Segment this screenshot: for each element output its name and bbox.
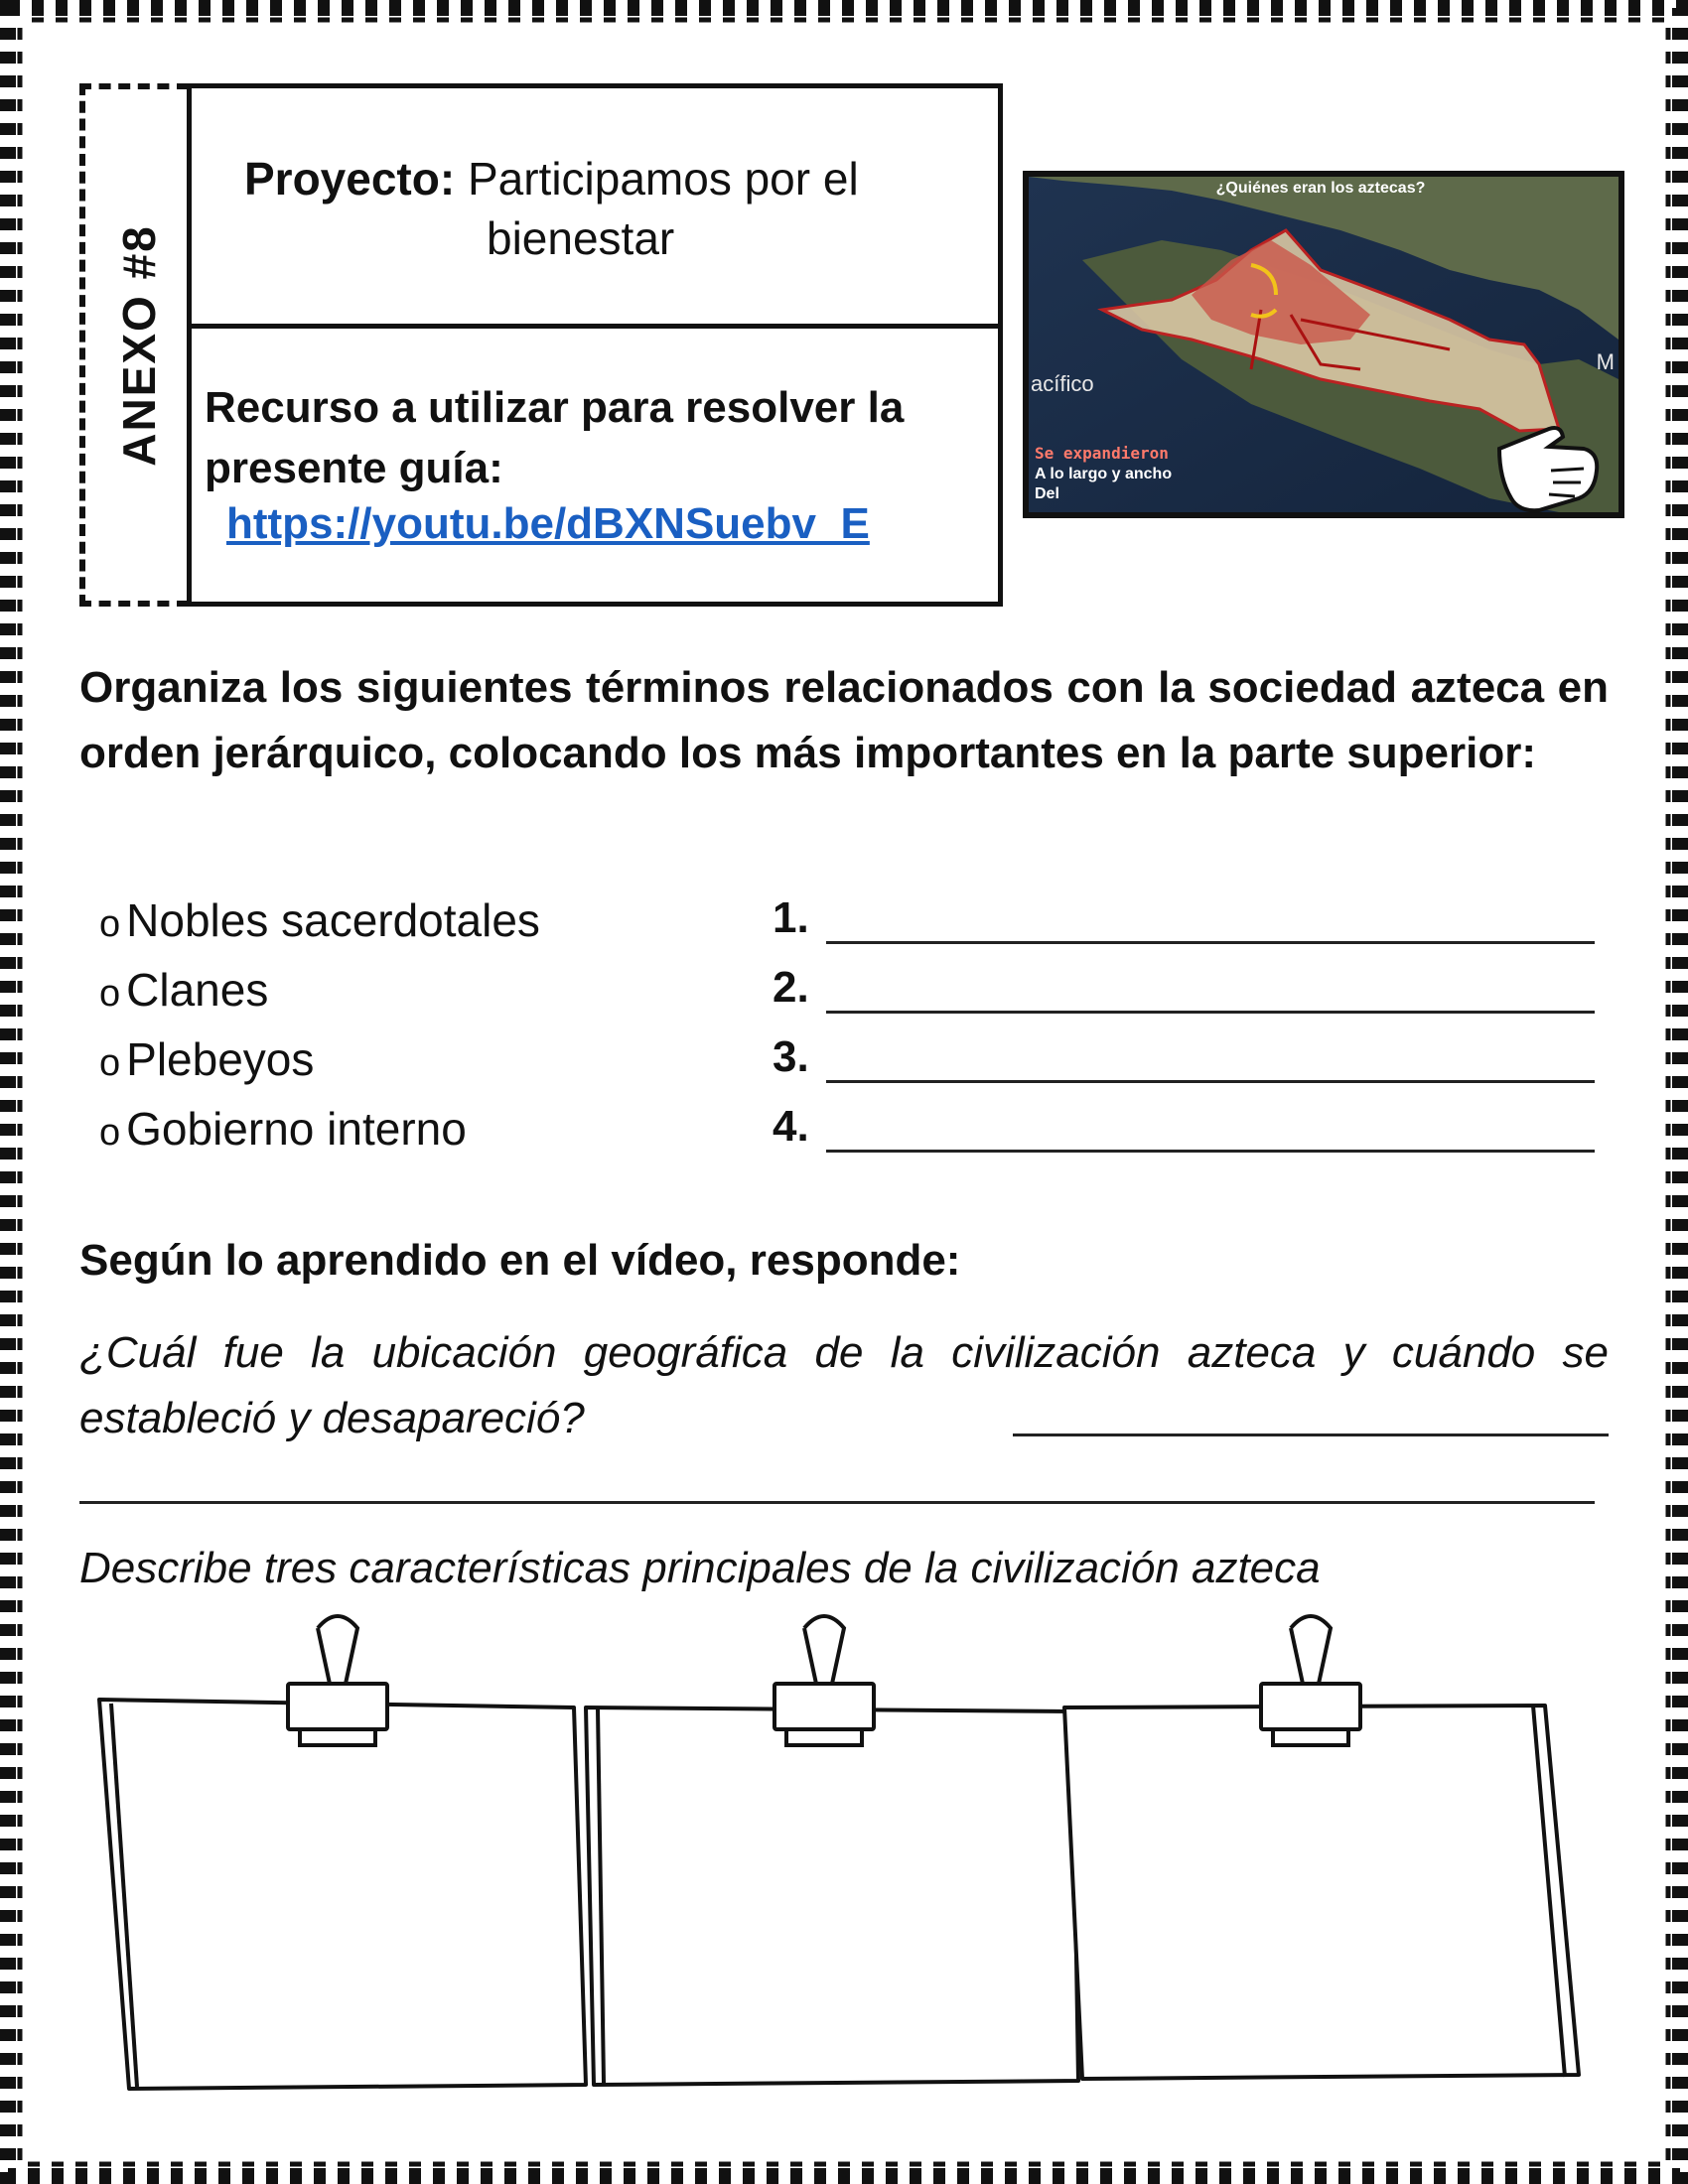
caption-line-2: A lo largo y ancho <box>1035 466 1173 482</box>
term-label: Plebeyos <box>126 1033 315 1085</box>
answer-line-location-2[interactable] <box>79 1501 1595 1504</box>
resource-label-line1: Recurso a utilizar para resolver la <box>205 383 905 432</box>
bullet-icon: o <box>99 973 121 1015</box>
term-item <box>99 1032 314 1086</box>
video-link[interactable]: https://youtu.be/dBXNSuebv_E <box>226 499 870 548</box>
bullet-icon: o <box>99 1112 121 1154</box>
note-card-3 <box>1064 1706 1579 2079</box>
anexo-label: ANEXO #8 <box>113 224 165 467</box>
bullet-icon: o <box>99 903 121 945</box>
characteristics-prompt: Describe tres características principales de la civilización azteca <box>79 1544 1321 1592</box>
thumbnail-title: ¿Quiénes eran los aztecas? <box>1215 180 1426 197</box>
binder-clip-icon <box>774 1616 874 1745</box>
video-thumbnail-map[interactable] <box>1023 171 1624 518</box>
answer-line-3[interactable] <box>826 1080 1595 1083</box>
binder-clip-icon <box>288 1616 387 1745</box>
binder-clip-icon <box>1261 1616 1360 1745</box>
header-divider <box>187 324 1003 329</box>
answer-line-location-1[interactable] <box>1013 1433 1609 1436</box>
project-label: Proyecto: <box>244 153 456 205</box>
note-card-2 <box>586 1707 1078 2085</box>
answer-line-1[interactable] <box>826 941 1595 944</box>
project-name-line2: bienestar <box>487 212 675 264</box>
location-question: ¿Cuál fue la ubicación geográfica de la civilización azteca y cuándo se estableció y desapareció? <box>79 1328 1609 1442</box>
project-name-line1: Participamos por el <box>467 153 859 205</box>
clipped-notes <box>89 1608 1599 2105</box>
ocean-label: acífico <box>1031 371 1094 396</box>
caption-line-3: Del <box>1035 485 1059 502</box>
rank-number: 4. <box>773 1102 809 1151</box>
bullet-icon: o <box>99 1042 121 1084</box>
rank-number: 1. <box>773 893 809 942</box>
caption-line-1: Se expandieron <box>1035 444 1169 463</box>
answer-line-4[interactable] <box>826 1150 1595 1153</box>
term-item <box>99 1102 467 1156</box>
term-label: Nobles sacerdotales <box>126 894 540 946</box>
ordering-instruction: Organiza los siguientes términos relacionados con la sociedad azteca en orden jerárquico, colocando los más importantes en la parte superior: <box>79 663 1609 777</box>
resource-label <box>205 377 999 498</box>
term-label: Clanes <box>126 964 269 1016</box>
map-edge-label: M <box>1596 349 1615 374</box>
resource-label-line2: presente guía: <box>205 444 503 492</box>
answer-line-2[interactable] <box>826 1011 1595 1014</box>
questions-heading: Según lo aprendido en el vídeo, responde: <box>79 1236 961 1285</box>
note-card-1 <box>99 1700 586 2089</box>
rank-number: 3. <box>773 1032 809 1081</box>
rank-number: 2. <box>773 963 809 1012</box>
term-item <box>99 963 268 1017</box>
term-label: Gobierno interno <box>126 1103 467 1155</box>
term-item <box>99 893 540 947</box>
project-title <box>244 149 979 268</box>
